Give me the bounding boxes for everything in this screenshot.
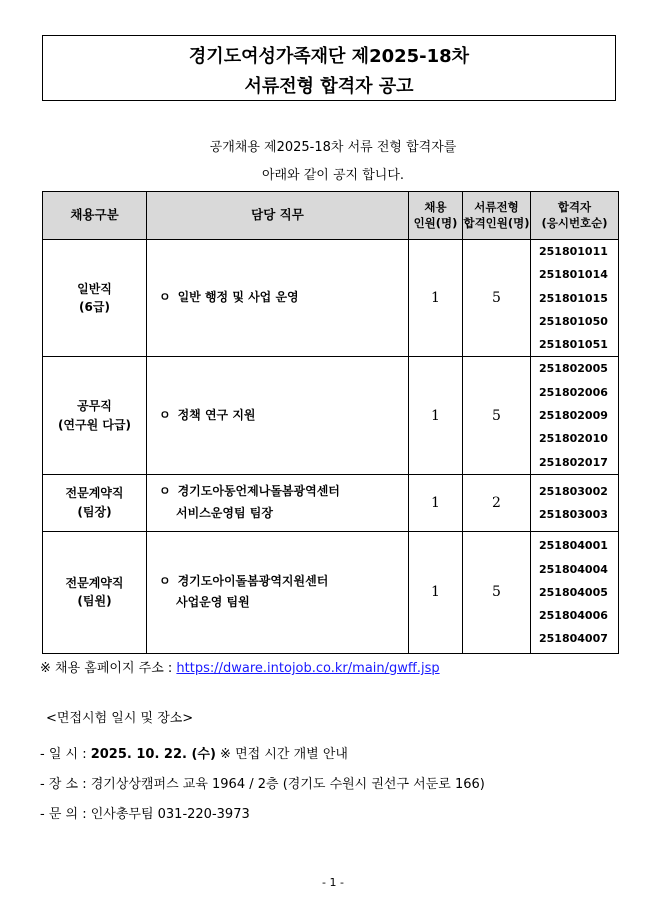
applicant-id: 251802009 [539,409,608,423]
applicant-id: 251804004 [539,562,608,576]
col-category-header: 채용구분 [43,192,147,240]
table-row [43,240,619,357]
col-duty-header: 담당 직무 [147,192,409,240]
hire-count: 1 [409,474,463,531]
applicant-id: 251802005 [539,362,608,376]
interview-place: - 장 소 : 경기상상캠퍼스 교육 1964 / 2층 (경기도 수원시 권선구 서둔로 166) [40,777,485,792]
category-cell: 전문계약직 (팀원) [43,531,147,653]
duty-cell: ㅇ 정책 연구 지원 [147,357,409,474]
applicant-ids [531,240,619,357]
interview-date: - 일 시 : 2025. 10. 22. (수) ※ 면접 시간 개별 안내 [40,747,348,762]
table-row [43,474,619,531]
applicant-id: 251804005 [539,585,608,599]
applicant-id: 251802006 [539,385,608,399]
homepage-link[interactable]: https://dware.intojob.co.kr/main/gwff.jsp [176,661,440,676]
hire-count: 1 [409,240,463,357]
intro-line2: 아래와 같이 공지 합니다. [261,168,405,183]
applicant-id: 251801050 [539,314,608,328]
applicant-id: 251801014 [539,268,608,282]
col-pass-header: 서류전형 합격인원(명) [463,192,531,240]
category-cell: 공무직 (연구원 다급) [43,357,147,474]
applicant-id: 251803003 [539,507,608,521]
title-box [42,35,616,101]
applicant-id: 251803002 [539,484,608,498]
pass-count: 5 [463,357,531,474]
hire-count: 1 [409,357,463,474]
pass-count: 5 [463,240,531,357]
header-row [43,192,619,240]
applicant-ids [531,474,619,531]
duty-cell: ㅇ 경기도아동언제나돌봄광역센터 서비스운영팀 팀장 [147,474,409,531]
applicant-id: 251802010 [539,432,608,446]
result-table [42,191,619,654]
interview-heading: <면접시험 일시 및 장소> [46,711,194,726]
duty-cell: ㅇ 일반 행정 및 사업 운영 [147,240,409,357]
notice-title-line1: 경기도여성가족재단 제2025-18차 [188,46,470,67]
category-cell: 일반직 (6급) [43,240,147,357]
pass-count: 5 [463,531,531,653]
applicant-ids [531,531,619,653]
category-cell: 전문계약직 (팀장) [43,474,147,531]
applicant-id: 251802017 [539,455,608,469]
page-number: - 1 - [322,876,344,889]
intro-line1: 공개채용 제2025-18차 서류 전형 합격자를 [209,140,457,155]
hire-count: 1 [409,531,463,653]
applicant-id: 251804007 [539,632,608,646]
applicant-id: 251801011 [539,245,608,258]
table-row [43,357,619,474]
notice-title-line2: 서류전형 합격자 공고 [244,76,414,97]
pass-count: 2 [463,474,531,531]
applicant-id: 251804006 [539,609,608,623]
table-row [43,531,619,653]
homepage-note: ※ 채용 홈페이지 주소 : https://dware.intojob.co.kr/main/gwff.jsp [40,661,440,676]
duty-cell: ㅇ 경기도아이돌봄광역지원센터 사업운영 팀원 [147,531,409,653]
applicant-id: 251804001 [539,539,608,553]
interview-contact: - 문 의 : 인사총무팀 031-220-3973 [40,807,250,822]
col-ids-header: 합격자 (응시번호순) [531,192,619,240]
applicant-id: 251801015 [539,291,608,305]
col-hire-header: 채용 인원(명) [409,192,463,240]
applicant-ids [531,357,619,474]
applicant-id: 251801051 [539,338,608,352]
